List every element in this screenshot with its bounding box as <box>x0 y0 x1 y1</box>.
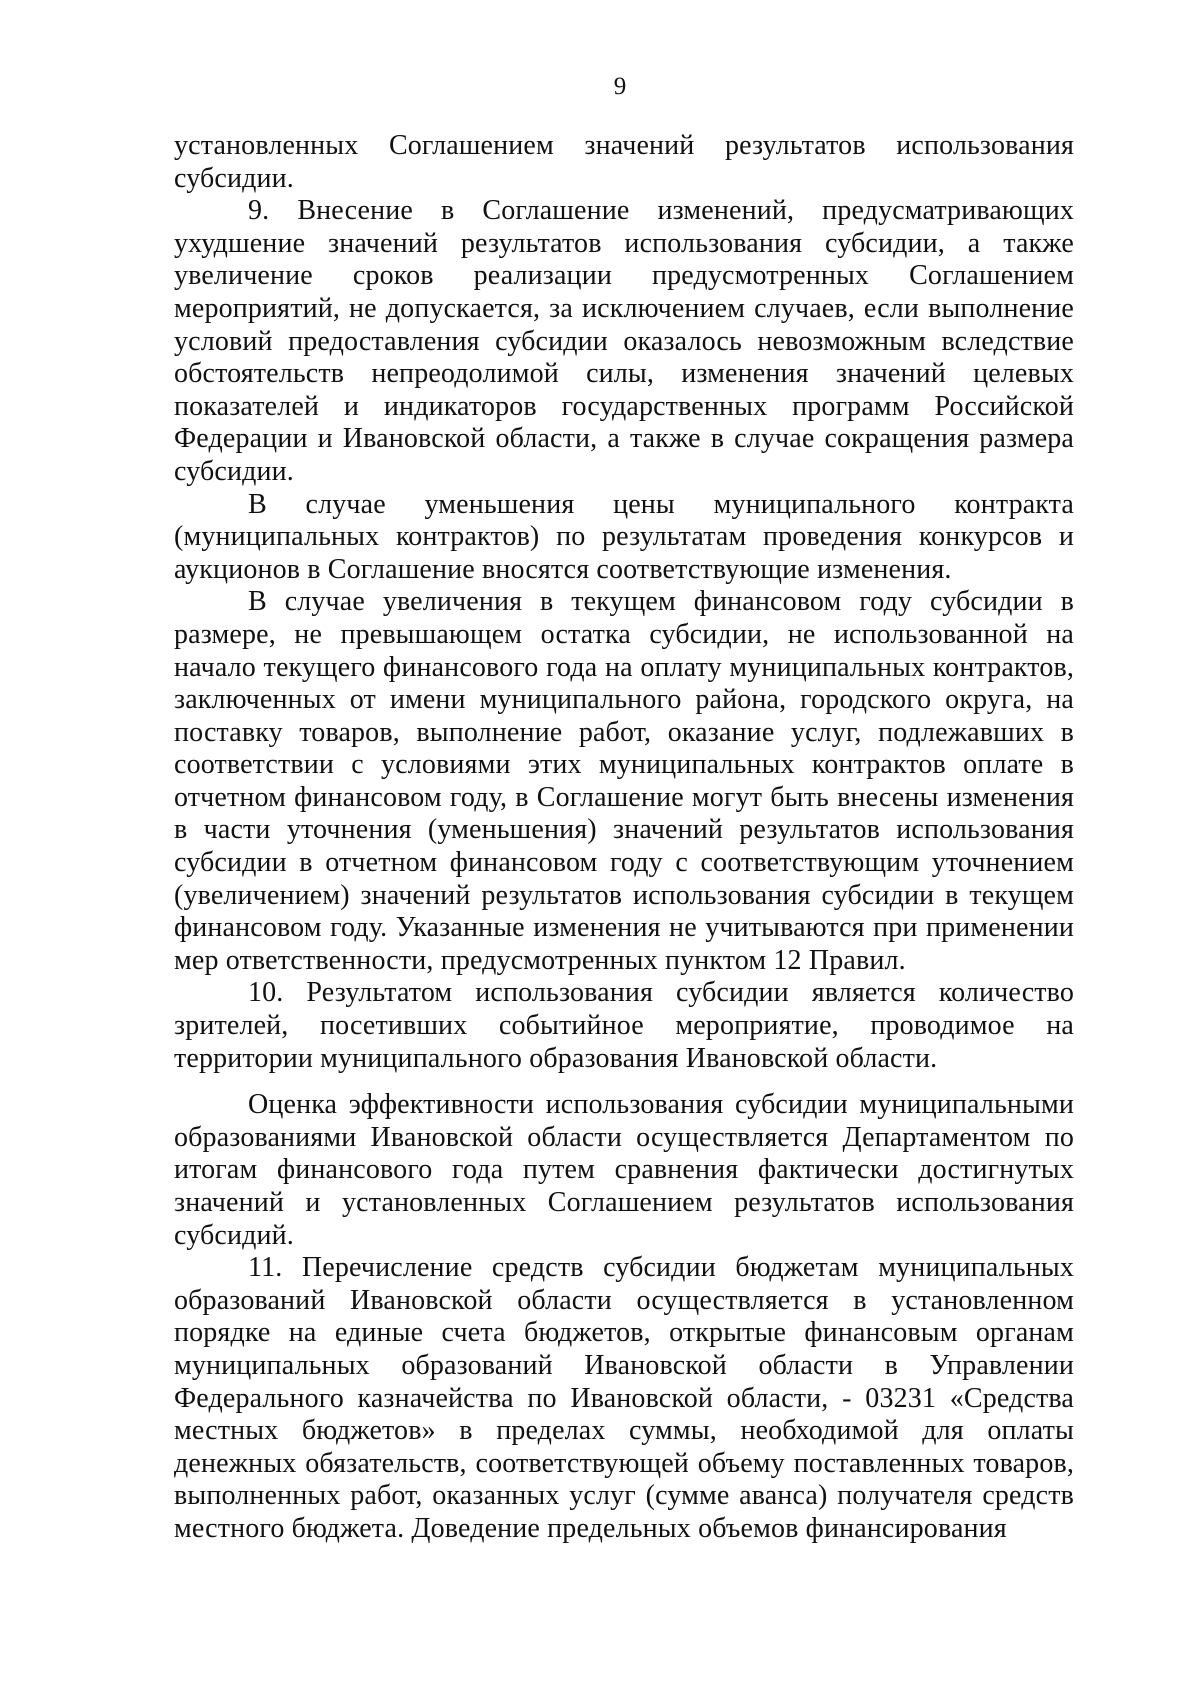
paragraph-continuation: установленных Соглашением значений результатов использования субсидии. <box>174 130 1074 194</box>
paragraph-efficiency-assessment: Оценка эффективности использования субсидии муниципальными образованиями Ивановской области осуществляется Департаментом по итогам финансового года путем сравнения фактически достигнутых значений и установленных Соглашением результатов использования субсидий. <box>174 1089 1074 1251</box>
paragraph-subsidy-increase: В случае увеличения в текущем финансовом году субсидии в размере, не превышающем остатка субсидии, не использованной на начало текущего финансового года на оплату муниципальных контрактов, заключенных от имени муниципального района, городского округа, на поставку товаров, выполнение работ, оказание услуг, подлежавших в соответствии с условиями этих муниципальных контрактов оплате в отчетном финансовом году, в Соглашение могут быть внесены изменения в части уточнения (уменьшения) значений результатов использования субсидии в отчетном финансовом году с соответствующим уточнением (увеличением) значений результатов использования субсидии в текущем финансовом году. Указанные изменения не учитываются при применении мер ответственности, предусмотренных пунктом 12 Правил. <box>174 586 1074 976</box>
document-body <box>174 130 1074 1546</box>
paragraph-item-10: 10. Результатом использования субсидии является количество зрителей, посетивших событийное мероприятие, проводимое на территории муниципального образования Ивановской области. <box>174 977 1074 1074</box>
paragraph-item-11: 11. Перечисление средств субсидии бюджетам муниципальных образований Ивановской области осуществляется в установленном порядке на единые счета бюджетов, открытые финансовым органам муниципальных образований Ивановской области в Управлении Федерального казначейства по Ивановской области, - 03231 «Средства местных бюджетов» в пределах суммы, необходимой для оплаты денежных обязательств, соответствующей объему поставленных товаров, выполненных работ, оказанных услуг (сумме аванса) получателя средств местного бюджета. Доведение предельных объемов финансирования <box>174 1252 1074 1544</box>
paragraph-item-9: 9. Внесение в Соглашение изменений, предусматривающих ухудшение значений результатов использования субсидии, а также увеличение сроков реализации предусмотренных Соглашением мероприятий, не допускается, за исключением случаев, если выполнение условий предоставления субсидии оказалось невозможным вследствие обстоятельств непреодолимой силы, изменения значений целевых показателей и индикаторов государственных программ Российской Федерации и Ивановской области, а также в случае сокращения размера субсидии. <box>174 195 1074 487</box>
page-number: 9 <box>613 73 627 100</box>
paragraph-contract-price-decrease: В случае уменьшения цены муниципального контракта (муниципальных контрактов) по результатам проведения конкурсов и аукционов в Соглашение вносятся соответствующие изменения. <box>174 488 1074 585</box>
